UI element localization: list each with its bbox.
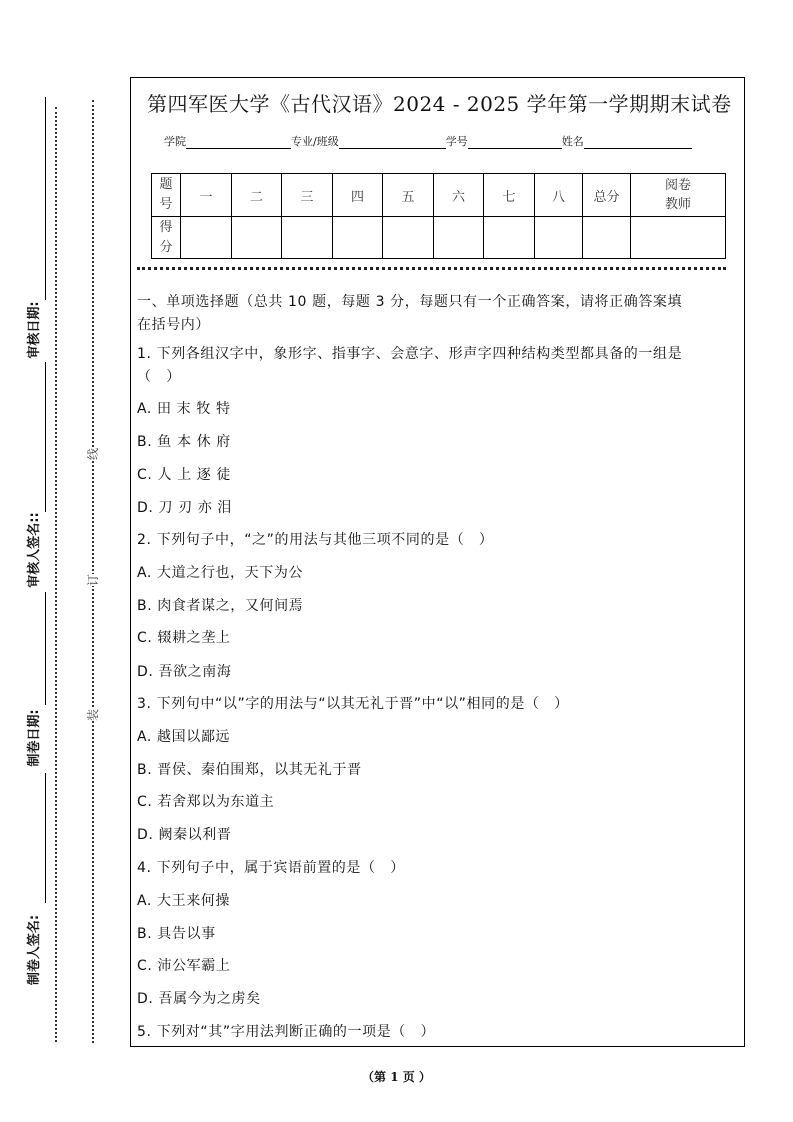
score-cell[interactable]	[383, 217, 434, 259]
total-score-cell[interactable]	[583, 217, 631, 259]
score-row-header	[152, 217, 181, 259]
page-number: （第 1 页 ）	[362, 1070, 431, 1084]
question-5-stem: 5. 下列对“其”字用法判断正确的一项是（ ）	[137, 1024, 436, 1040]
column-header: 六	[434, 174, 484, 217]
question-2-option-b: B. 肉食者谋之，又何间焉	[137, 598, 304, 614]
column-header: 五	[383, 174, 434, 217]
paper-maker-signature-label: 制卷人签名:	[27, 914, 42, 986]
cutting-dotted-line	[92, 100, 94, 1043]
question-3-option-d: D. 阙秦以利晋	[137, 827, 232, 843]
header-char: 教师	[664, 197, 691, 212]
column-header: 二	[232, 174, 282, 217]
signature-line[interactable]	[45, 592, 46, 705]
column-header: 八	[535, 174, 583, 217]
question-4-stem: 4. 下列句子中，属于宾语前置的是（ ）	[137, 860, 405, 876]
header-char: 分	[159, 239, 173, 255]
column-header: 四	[333, 174, 383, 217]
column-header: 一	[181, 174, 232, 217]
score-cell[interactable]	[232, 217, 282, 259]
grader-header	[631, 174, 726, 217]
question-3-stem: 3. 下列句中“以”字的用法与“以其无礼于晋”中“以”相同的是（ ）	[137, 696, 569, 712]
question-1-option-b: B. 鱼 本 休 府	[137, 434, 231, 450]
student-id-field[interactable]	[468, 135, 562, 149]
reviewer-signature-label: 审核人签名::	[27, 512, 42, 588]
question-2-option-c: C. 辍耕之垄上	[137, 630, 231, 646]
question-4-option-d: D. 吾属今为之虏矣	[137, 991, 261, 1007]
total-score-header: 总分	[583, 174, 631, 217]
bind-mark-xian: 线	[86, 447, 101, 461]
bind-mark-zhuang: 装	[86, 708, 101, 722]
major-class-label: 专业/班级	[291, 135, 339, 148]
score-cell[interactable]	[484, 217, 535, 259]
section-heading-cont: 在括号内）	[137, 317, 210, 333]
question-3-option-a: A. 越国以鄙远	[137, 729, 231, 745]
question-1-answer-blank[interactable]: （ ）	[137, 369, 181, 385]
score-cell[interactable]	[181, 217, 232, 259]
signature-line[interactable]	[45, 97, 46, 300]
column-header: 三	[282, 174, 333, 217]
college-field[interactable]	[186, 135, 291, 149]
grader-cell[interactable]	[631, 217, 726, 259]
header-char: 阅卷	[664, 178, 691, 193]
score-cell[interactable]	[282, 217, 333, 259]
question-1-option-a: A. 田 末 牧 特	[137, 401, 231, 417]
column-header: 七	[484, 174, 535, 217]
question-1-stem: 1. 下列各组汉字中，象形字、指事字、会意字、形声字四种结构类型都具备的一组是	[137, 346, 683, 362]
major-class-field[interactable]	[339, 135, 446, 149]
review-date-label: 审核日期:	[27, 301, 42, 359]
signature-line[interactable]	[45, 362, 46, 512]
binding-dotted-line	[55, 107, 57, 1042]
bind-mark-ding: 订	[86, 573, 101, 587]
name-field[interactable]	[584, 135, 692, 149]
score-table	[151, 173, 726, 259]
exam-title: 第四军医大学《古代汉语》2024 - 2025 学年第一学期期末试卷	[147, 92, 732, 116]
student-id-label: 学号	[445, 135, 468, 148]
question-1-option-d: D. 刀 刃 亦 泪	[137, 500, 233, 516]
question-2-stem: 2. 下列句子中，“之”的用法与其他三项不同的是（ ）	[137, 532, 494, 548]
college-label: 学院	[164, 135, 186, 148]
question-4-option-b: B. 具告以事	[137, 926, 216, 942]
question-2-option-a: A. 大道之行也，天下为公	[137, 565, 304, 581]
header-char: 题	[159, 177, 173, 192]
student-info-row	[164, 133, 692, 149]
section-heading: 一、单项选择题（总共 10 题，每题 3 分，每题只有一个正确答案，请将正确答案填	[137, 294, 683, 310]
question-1-option-c: C. 人 上 逐 徒	[137, 467, 232, 483]
header-char: 号	[159, 197, 173, 212]
header-char: 得	[159, 219, 173, 235]
question-4-option-c: C. 沛公军霸上	[137, 958, 231, 974]
question-4-option-a: A. 大王来何操	[137, 893, 231, 909]
question-3-option-c: C. 若舍郑以为东道主	[137, 794, 275, 810]
score-cell[interactable]	[434, 217, 484, 259]
signature-line[interactable]	[45, 773, 46, 903]
name-label: 姓名	[561, 135, 584, 148]
question-number-header	[152, 174, 181, 217]
score-cell[interactable]	[333, 217, 383, 259]
dotted-separator	[137, 267, 726, 270]
paper-date-label: 制卷日期:	[27, 709, 42, 767]
question-2-option-d: D. 吾欲之南海	[137, 664, 232, 680]
question-3-option-b: B. 晋侯、秦伯围郑，以其无礼于晋	[137, 762, 362, 778]
score-cell[interactable]	[535, 217, 583, 259]
exam-page-frame	[130, 77, 745, 1047]
